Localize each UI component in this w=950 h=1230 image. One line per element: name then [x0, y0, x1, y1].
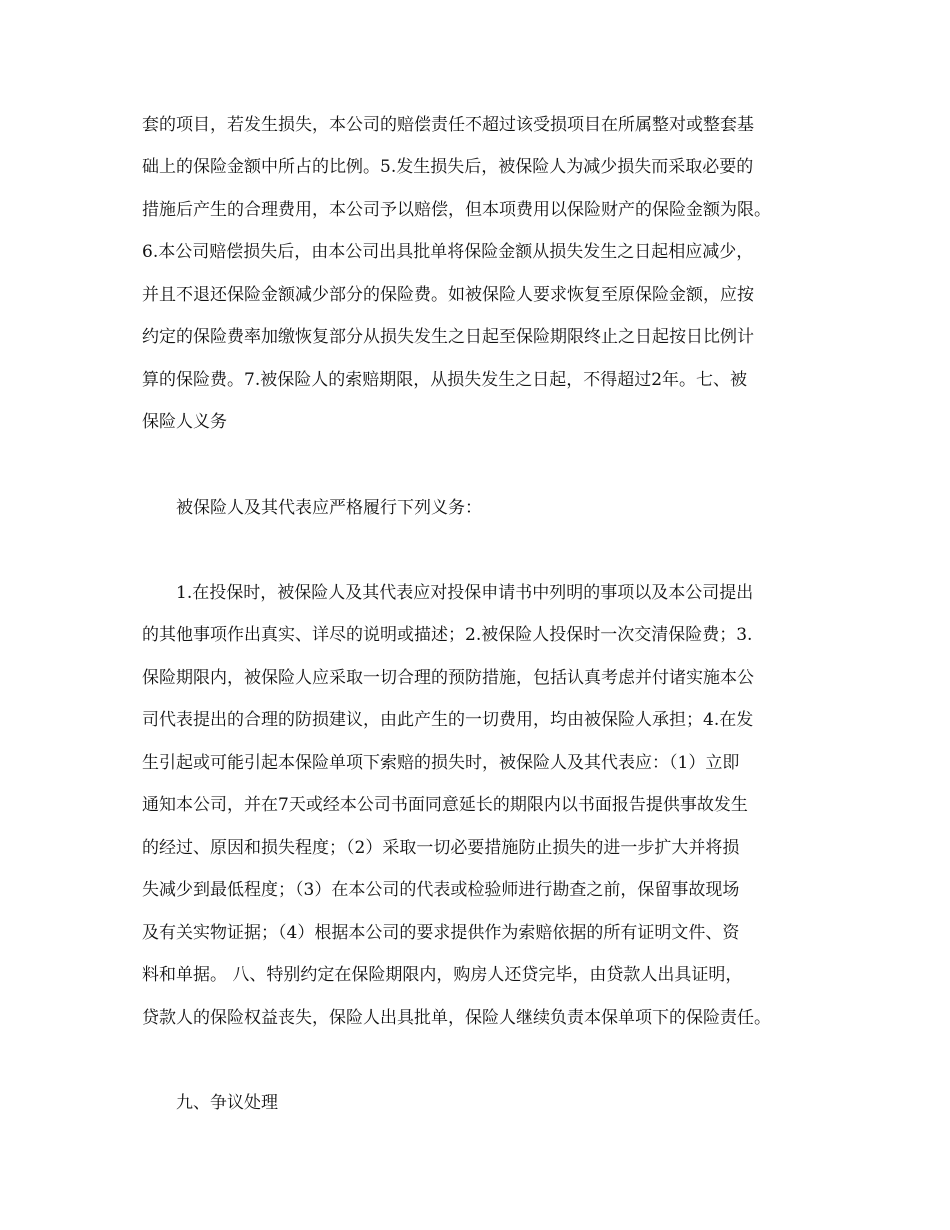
text-line: 算的保险费。7.被保险人的索赔期限，从损失发生之日起，不得超过2年。七、被	[142, 370, 748, 390]
text-line: 生引起或可能引起本保险单项下索赔的损失时，被保险人及其代表应：（1）立即	[142, 753, 740, 773]
text-line: 的经过、原因和损失程度；（2）采取一切必要措施防止损失的进一步扩大并将损	[142, 838, 740, 858]
text-line: 的其他事项作出真实、详尽的说明或描述；2.被保险人投保时一次交清保险费；3.	[142, 625, 753, 645]
text-line: 料和单据。 八、特别约定在保险期限内，购房人还贷完毕，由贷款人出具证明，	[142, 965, 743, 985]
text-line: 约定的保险费率加缴恢复部分从损失发生之日起至保险期限终止之日起按日比例计	[142, 327, 754, 347]
text-line: 础上的保险金额中所占的比例。5.发生损失后，被保险人为减少损失而采取必要的	[142, 157, 754, 177]
text-line: 并且不退还保险金额减少部分的保险费。如被保险人要求恢复至原保险金额，应按	[142, 285, 754, 305]
text-line: 1.在投保时，被保险人及其代表应对投保申请书中列明的事项以及本公司提出	[176, 583, 754, 603]
text-line: 失减少到最低程度；（3）在本公司的代表或检验师进行勘查之前，保留事故现场	[142, 880, 740, 900]
paragraph-lead: 被保险人及其代表应严格履行下列义务：	[176, 498, 482, 518]
text-line: 保险期限内，被保险人应采取一切合理的预防措施，包括认真考虑并付诸实施本公	[142, 668, 754, 688]
text-line: 措施后产生的合理费用，本公司予以赔偿，但本项费用以保险财产的保险金额为限。	[142, 200, 771, 220]
text-line: 套的项目，若发生损失，本公司的赔偿责任不超过该受损项目在所属整对或整套基	[142, 115, 754, 135]
text-line: 司代表提出的合理的防损建议，由此产生的一切费用，均由被保险人承担；4.在发	[142, 710, 754, 730]
text-line: 6.本公司赔偿损失后，由本公司出具批单将保险金额从损失发生之日起相应减少，	[142, 242, 754, 262]
text-line: 贷款人的保险权益丧失，保险人出具批单，保险人继续负责本保单项下的保险责任。	[142, 1008, 771, 1028]
section-heading: 九、争议处理	[176, 1093, 278, 1113]
text-line: 及有关实物证据；（4）根据本公司的要求提供作为索赔依据的所有证明文件、资	[142, 923, 740, 943]
text-line: 保险人义务	[142, 412, 227, 432]
text-line: 通知本公司，并在7天或经本公司书面同意延长的期限内以书面报告提供事故发生	[142, 795, 748, 815]
